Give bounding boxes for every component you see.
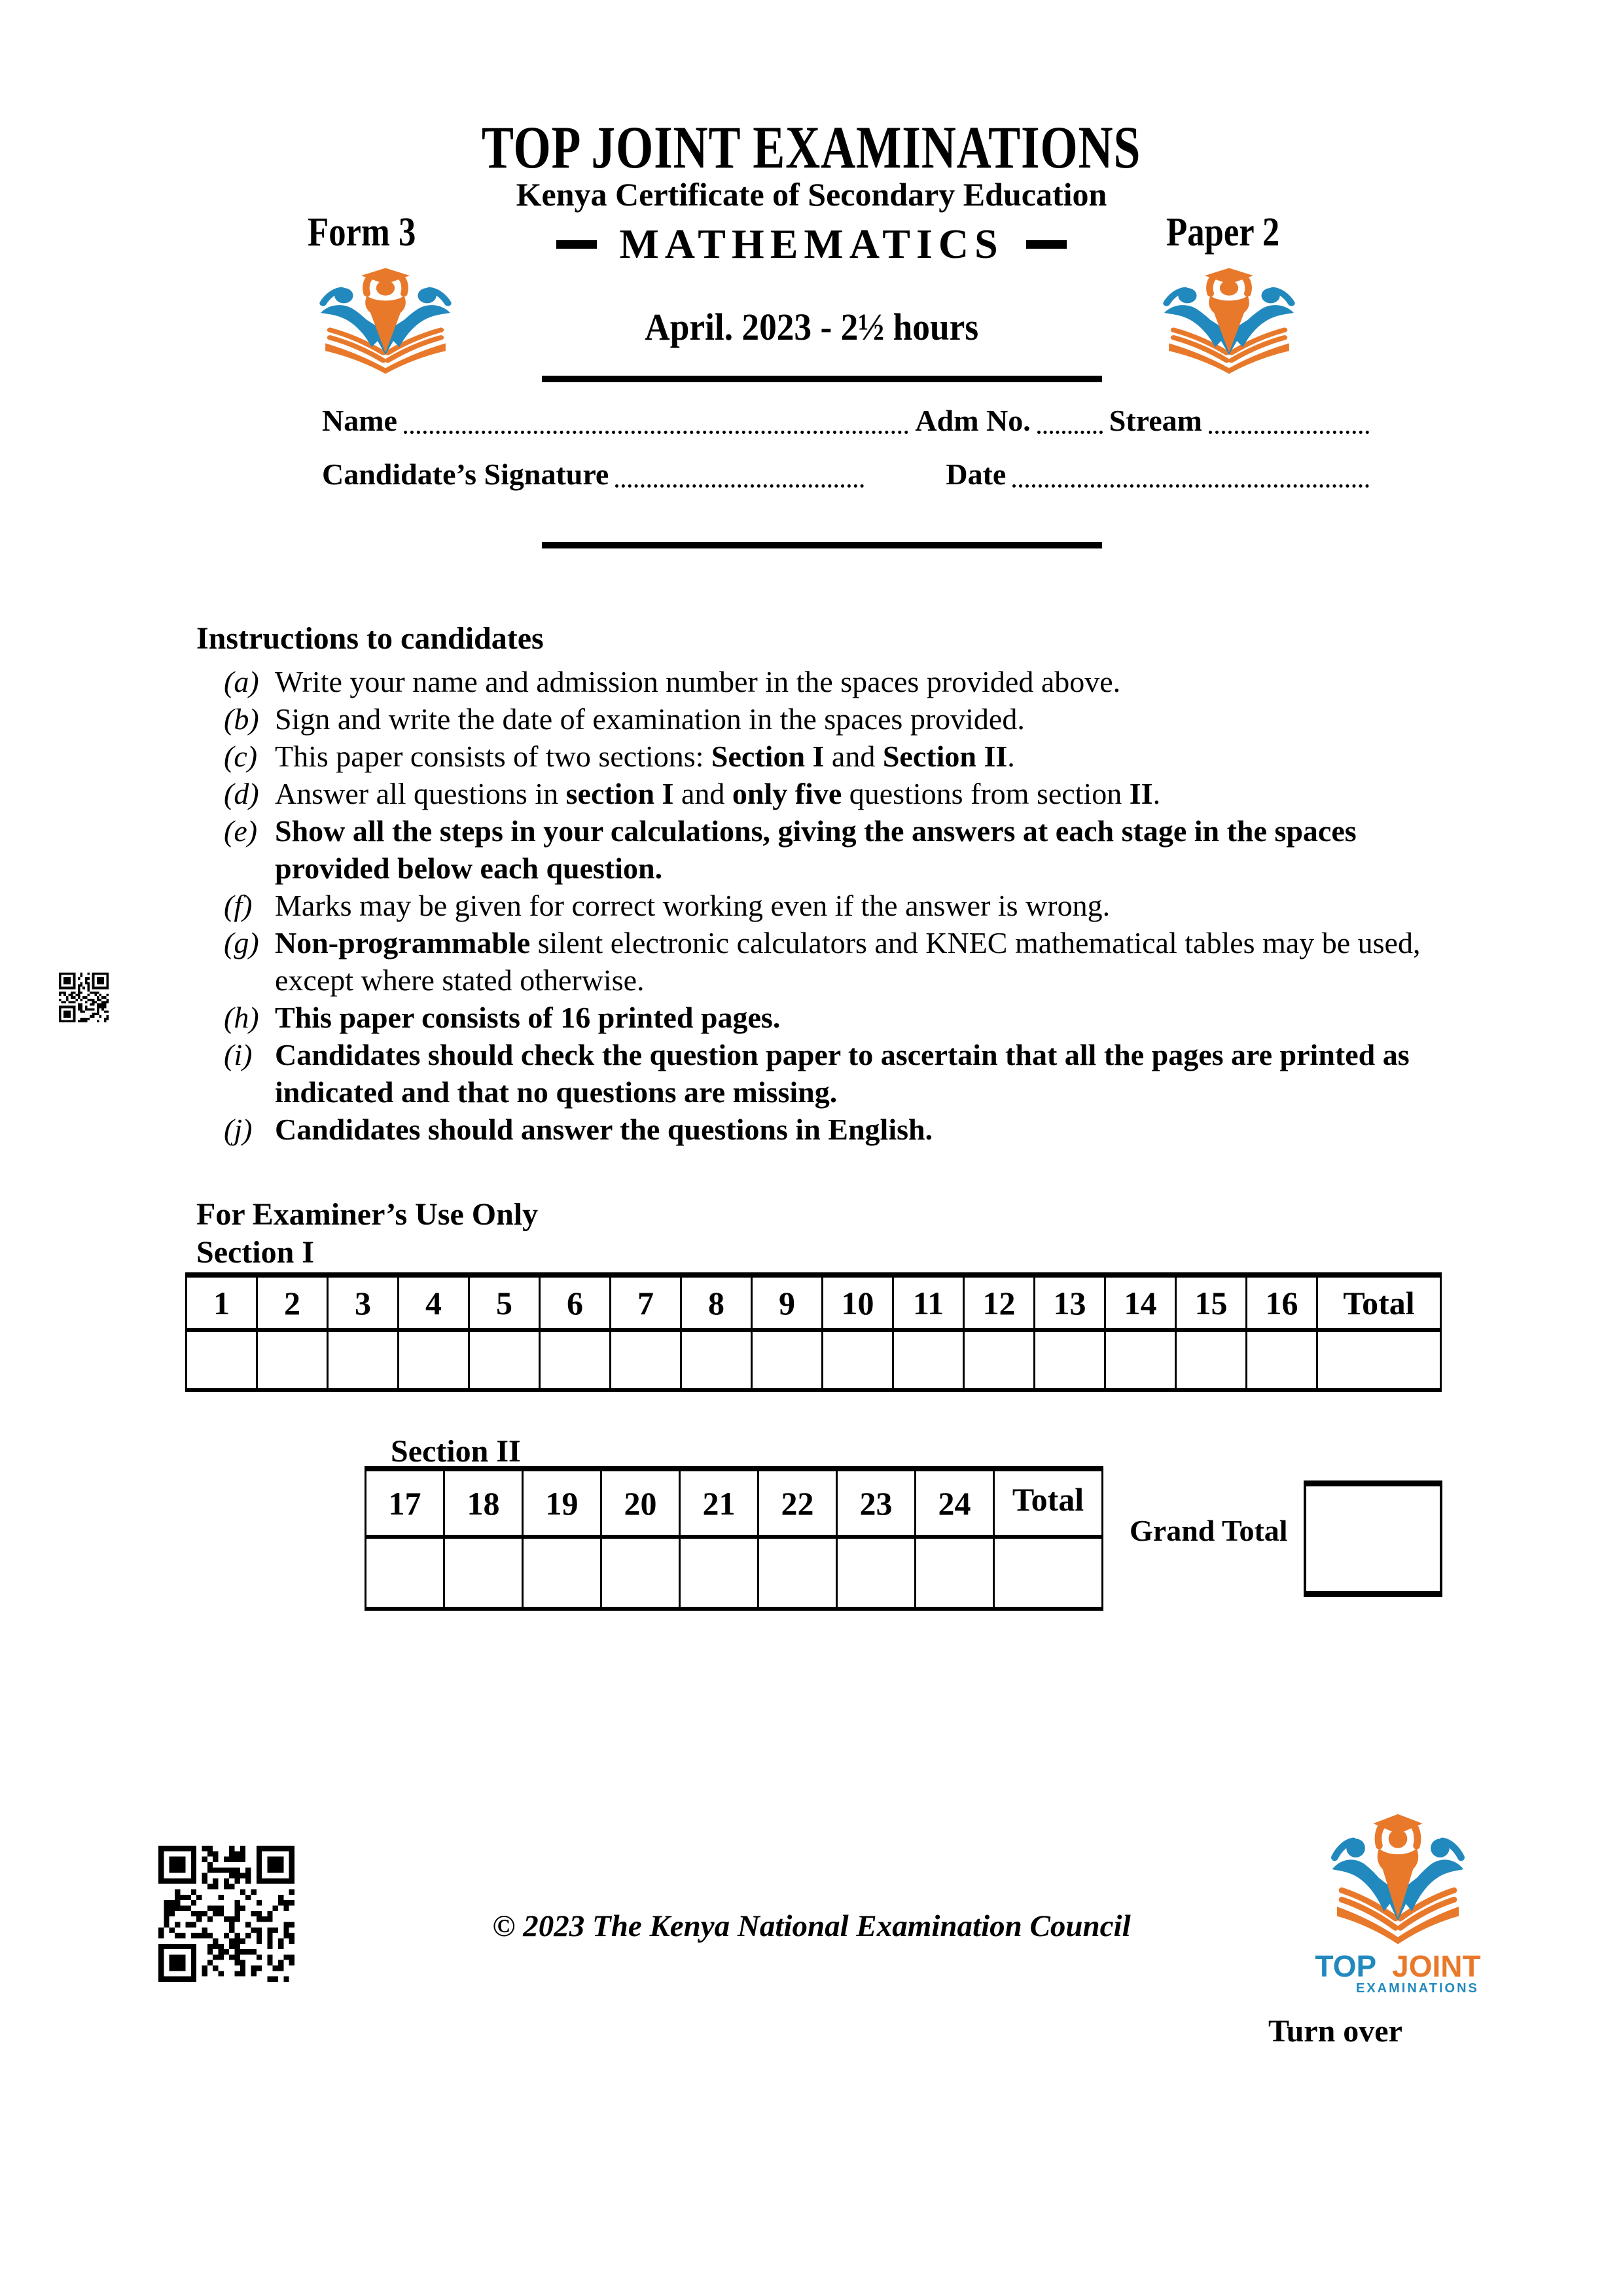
signature-label: Candidate’s Signature <box>322 457 609 491</box>
examiner-heading: For Examiner’s Use Only <box>196 1197 539 1232</box>
score-cell-22 <box>758 1537 837 1609</box>
score-cell-14 <box>1105 1330 1176 1390</box>
score-column-header-22: 22 <box>758 1469 837 1537</box>
score-column-header-5: 5 <box>469 1275 540 1330</box>
adm-no-label: Adm No. <box>915 404 1031 437</box>
score-column-header-6: 6 <box>540 1275 611 1330</box>
subject-dash-left-icon <box>556 240 597 249</box>
subject-row <box>0 220 1623 268</box>
score-column-header-2: 2 <box>257 1275 328 1330</box>
score-cell-15 <box>1176 1330 1247 1390</box>
score-cell-total <box>1317 1330 1441 1390</box>
instruction-item <box>196 663 1448 700</box>
page-title-text: TOP JOINT EXAMINATIONS <box>482 114 1141 181</box>
logo-word-joint: JOINT <box>1392 1949 1481 1983</box>
score-column-header-18: 18 <box>444 1469 523 1537</box>
score-cell-3 <box>328 1330 399 1390</box>
signature-field-dotted-line <box>615 464 864 488</box>
turn-over-note: Turn over <box>1268 2014 1402 2049</box>
instruction-text: Write your name and admission number in the spaces provided above. <box>275 665 1121 698</box>
score-cell-6 <box>540 1330 611 1390</box>
score-cell-13 <box>1035 1330 1105 1390</box>
candidate-name-row <box>322 404 1369 438</box>
grand-total-label: Grand Total <box>1130 1514 1288 1547</box>
section1-score-table <box>185 1272 1442 1392</box>
instruction-text: Candidates should check the question paper to ascertain that all the pages are printed as indicated and that no questions are missing. <box>275 1038 1410 1109</box>
instruction-letter: (g) <box>224 926 259 960</box>
score-column-header-9: 9 <box>752 1275 823 1330</box>
instruction-letter: (a) <box>224 665 259 698</box>
score-cell-16 <box>1247 1330 1317 1390</box>
instructions-section <box>196 620 1448 1148</box>
score-column-header-23: 23 <box>837 1469 916 1537</box>
score-cell-5 <box>469 1330 540 1390</box>
instruction-item <box>196 999 1448 1036</box>
score-column-header-1: 1 <box>187 1275 257 1330</box>
logo-word-examinations: EXAMINATIONS <box>1356 1981 1479 1996</box>
score-cell-7 <box>611 1330 681 1390</box>
adm-no-field-dotted-line <box>1037 410 1103 434</box>
header-divider-bottom <box>542 542 1102 548</box>
instruction-text: Candidates should answer the questions in English. <box>275 1113 933 1146</box>
instruction-letter: (i) <box>224 1038 253 1071</box>
instruction-item <box>196 700 1448 738</box>
instruction-text: Sign and write the date of examination in the spaces provided. <box>275 702 1025 736</box>
score-column-header-7: 7 <box>611 1275 681 1330</box>
copyright-notice: © 2023 The Kenya National Examination Council <box>492 1909 1131 1943</box>
score-cell-11 <box>893 1330 964 1390</box>
subject-title: MATHEMATICS <box>619 221 1004 267</box>
score-cell-21 <box>680 1537 758 1609</box>
score-column-header-total: Total <box>1317 1275 1441 1330</box>
score-column-header-13: 13 <box>1035 1275 1105 1330</box>
score-cell-1 <box>187 1330 257 1390</box>
subject-dash-right-icon <box>1026 240 1067 249</box>
score-column-header-15: 15 <box>1176 1275 1247 1330</box>
instruction-text: Show all the steps in your calculations, giving the answers at each stage in the spaces provided below each question. <box>275 814 1357 885</box>
instruction-letter: (d) <box>224 777 259 810</box>
paper-label: Paper 2 <box>1166 210 1280 255</box>
instruction-letter: (f) <box>224 889 253 922</box>
instruction-item <box>196 924 1448 999</box>
stream-field-dotted-line <box>1209 410 1369 434</box>
instruction-item <box>196 775 1448 812</box>
section1-label: Section I <box>196 1235 314 1270</box>
instructions-list <box>196 663 1448 1148</box>
score-cell-18 <box>444 1537 523 1609</box>
instruction-text: Marks may be given for correct working even if the answer is wrong. <box>275 889 1111 922</box>
instruction-text: Non-programmable silent electronic calculators and KNEC mathematical tables may be used, except where stated otherwise. <box>275 926 1421 997</box>
header-divider-top <box>542 376 1102 382</box>
score-cell-2 <box>257 1330 328 1390</box>
instruction-text: This paper consists of 16 printed pages. <box>275 1001 781 1034</box>
instruction-text: This paper consists of two sections: Section I and Section II. <box>275 740 1015 773</box>
score-column-header-8: 8 <box>681 1275 752 1330</box>
score-cell-total <box>994 1537 1103 1609</box>
instruction-letter: (c) <box>224 740 258 773</box>
score-column-header-19: 19 <box>523 1469 601 1537</box>
instructions-title: Instructions to candidates <box>196 621 544 656</box>
logo-word-top: TOP <box>1315 1949 1376 1983</box>
score-column-header-4: 4 <box>399 1275 469 1330</box>
stream-label: Stream <box>1109 404 1202 437</box>
logo-wordmark <box>1314 1951 1482 1981</box>
score-column-header-11: 11 <box>893 1275 964 1330</box>
instruction-text: Answer all questions in section I and only five questions from section II. <box>275 777 1161 810</box>
page-title <box>0 113 1623 182</box>
top-joint-logo <box>1322 1813 1474 1946</box>
score-cell-20 <box>601 1537 680 1609</box>
score-cell-19 <box>523 1537 601 1609</box>
instruction-letter: (h) <box>224 1001 259 1034</box>
score-cell-10 <box>823 1330 893 1390</box>
top-joint-logo-with-wordmark <box>1314 1813 1482 1996</box>
score-column-header-16: 16 <box>1247 1275 1317 1330</box>
score-column-header-17: 17 <box>366 1469 444 1537</box>
score-column-header-21: 21 <box>680 1469 758 1537</box>
score-column-header-10: 10 <box>823 1275 893 1330</box>
grand-total-box <box>1304 1480 1442 1597</box>
instruction-item <box>196 1036 1448 1111</box>
form-label: Form 3 <box>308 210 416 255</box>
score-cell-23 <box>837 1537 916 1609</box>
instruction-letter: (b) <box>224 702 259 736</box>
section2-label: Section II <box>391 1434 521 1469</box>
score-column-header-20: 20 <box>601 1469 680 1537</box>
name-field-dotted-line <box>404 410 908 434</box>
date-field-dotted-line <box>1012 464 1369 488</box>
score-column-header-total: Total <box>994 1469 1103 1537</box>
instruction-item <box>196 1111 1448 1148</box>
score-cell-4 <box>399 1330 469 1390</box>
date-label: Date <box>946 457 1007 491</box>
score-column-header-12: 12 <box>964 1275 1035 1330</box>
score-column-header-14: 14 <box>1105 1275 1176 1330</box>
exam-session: April. 2023 - 2½ hours <box>645 306 978 348</box>
candidate-signature-row <box>322 458 1369 492</box>
qr-code-small <box>59 973 109 1022</box>
name-label: Name <box>322 404 397 437</box>
instruction-item <box>196 812 1448 887</box>
section2-score-table <box>365 1466 1103 1611</box>
score-cell-8 <box>681 1330 752 1390</box>
score-cell-24 <box>916 1537 994 1609</box>
instruction-item <box>196 738 1448 775</box>
score-column-header-3: 3 <box>328 1275 399 1330</box>
instruction-letter: (e) <box>224 814 258 848</box>
instruction-item <box>196 887 1448 924</box>
score-cell-12 <box>964 1330 1035 1390</box>
score-column-header-24: 24 <box>916 1469 994 1537</box>
instruction-letter: (j) <box>224 1113 253 1146</box>
exam-subtitle: Kenya Certificate of Secondary Education <box>516 176 1107 213</box>
score-cell-9 <box>752 1330 823 1390</box>
score-cell-17 <box>366 1537 444 1609</box>
